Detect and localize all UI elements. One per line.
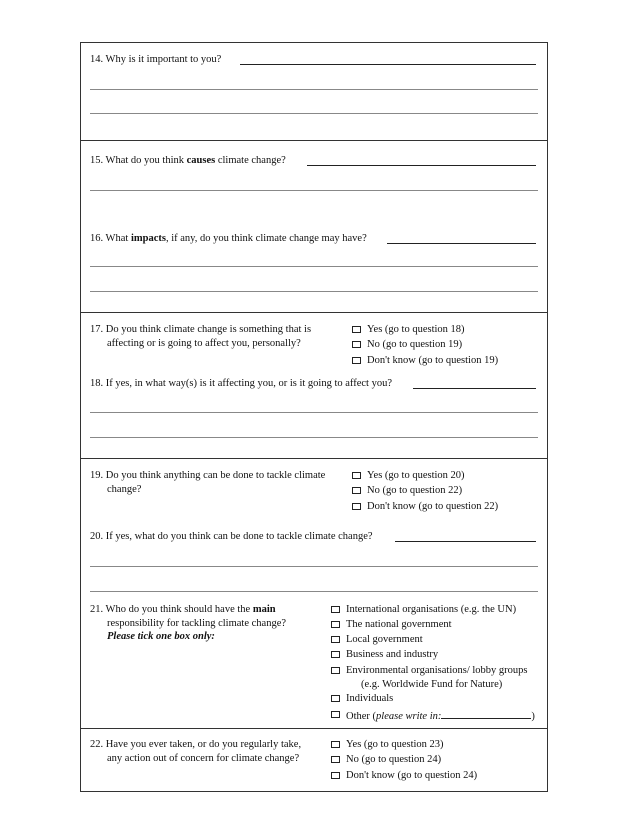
question-20: 20. If yes, what do you think can be done to tackle climate change?	[90, 531, 373, 542]
q21-environmental-checkbox[interactable]	[331, 667, 340, 674]
q21-national-checkbox[interactable]	[331, 621, 340, 628]
q17-yes-checkbox[interactable]	[352, 326, 361, 333]
q15-answer-line[interactable]	[307, 165, 536, 166]
q21-environmental-label: Environmental organisations/ lobby groups	[346, 665, 528, 676]
q22-no-label: No (go to question 24)	[346, 754, 442, 765]
question-21: 21. Who do you think should have the main	[90, 604, 276, 615]
q22-dontknow-label: Don't know (go to question 24)	[346, 770, 478, 781]
q22-yes-checkbox[interactable]	[331, 741, 340, 748]
q16-answer-line[interactable]	[90, 291, 538, 292]
q21-environmental-example: (e.g. Worldwide Fund for Nature)	[361, 679, 503, 690]
q18-answer-line[interactable]	[90, 437, 538, 438]
q14-answer-line[interactable]	[90, 113, 538, 114]
q21-other-checkbox[interactable]	[331, 711, 340, 718]
q19-no-checkbox[interactable]	[352, 487, 361, 494]
question-21-cont: responsibility for tackling climate change?	[107, 618, 287, 629]
q18-answer-line[interactable]	[413, 388, 536, 389]
q19-dontknow-checkbox[interactable]	[352, 503, 361, 510]
question-17: 17. Do you think climate change is something that is	[90, 324, 312, 335]
q21-business-checkbox[interactable]	[331, 651, 340, 658]
q17-no-label: No (go to question 19)	[367, 339, 463, 350]
question-18: 18. If yes, in what way(s) is it affecting you, or is it going to affect you?	[90, 378, 393, 389]
question-19: 19. Do you think anything can be done to tackle climate	[90, 470, 326, 481]
q21-international-checkbox[interactable]	[331, 606, 340, 613]
q16-answer-line[interactable]	[387, 243, 536, 244]
question-22-cont: any action out of concern for climate change?	[107, 753, 300, 764]
q21-other-label: Other (please write in: )	[346, 708, 535, 724]
q17-dontknow-checkbox[interactable]	[352, 357, 361, 364]
q21-individuals-checkbox[interactable]	[331, 695, 340, 702]
question-14: 14. Why is it important to you?	[90, 54, 222, 65]
q21-international-label: International organisations (e.g. the UN)	[346, 604, 517, 615]
section-divider	[80, 458, 548, 459]
question-16: 16. What impacts, if any, do you think climate change may have?	[90, 233, 367, 244]
q19-yes-checkbox[interactable]	[352, 472, 361, 479]
q21-business-label: Business and industry	[346, 649, 439, 660]
q20-answer-line[interactable]	[90, 566, 538, 567]
q20-answer-line[interactable]	[90, 591, 538, 592]
q22-no-checkbox[interactable]	[331, 756, 340, 763]
section-divider	[80, 312, 548, 313]
q14-answer-line[interactable]	[90, 89, 538, 90]
question-21-instruction: Please tick one box only:	[107, 631, 215, 642]
q22-dontknow-checkbox[interactable]	[331, 772, 340, 779]
q22-yes-label: Yes (go to question 23)	[346, 739, 444, 750]
q21-other-write-in-line[interactable]	[441, 708, 531, 719]
q14-answer-line[interactable]	[240, 64, 536, 65]
section-divider	[80, 728, 548, 729]
question-19-cont: change?	[107, 484, 142, 495]
section-divider	[80, 140, 548, 141]
q21-national-label: The national government	[346, 619, 452, 630]
question-22: 22. Have you ever taken, or do you regularly take,	[90, 739, 302, 750]
q17-dontknow-label: Don't know (go to question 19)	[367, 355, 499, 366]
q21-local-checkbox[interactable]	[331, 636, 340, 643]
question-17-cont: affecting or is going to affect you, personally?	[107, 338, 301, 349]
q17-no-checkbox[interactable]	[352, 341, 361, 348]
q19-no-label: No (go to question 22)	[367, 485, 463, 496]
q15-answer-line[interactable]	[90, 190, 538, 191]
q20-answer-line[interactable]	[395, 541, 536, 542]
q17-yes-label: Yes (go to question 18)	[367, 324, 465, 335]
q19-yes-label: Yes (go to question 20)	[367, 470, 465, 481]
question-15: 15. What do you think causes climate change?	[90, 155, 286, 166]
q16-answer-line[interactable]	[90, 266, 538, 267]
q19-dontknow-label: Don't know (go to question 22)	[367, 501, 499, 512]
q21-local-label: Local government	[346, 634, 423, 645]
q18-answer-line[interactable]	[90, 412, 538, 413]
q21-individuals-label: Individuals	[346, 693, 394, 704]
